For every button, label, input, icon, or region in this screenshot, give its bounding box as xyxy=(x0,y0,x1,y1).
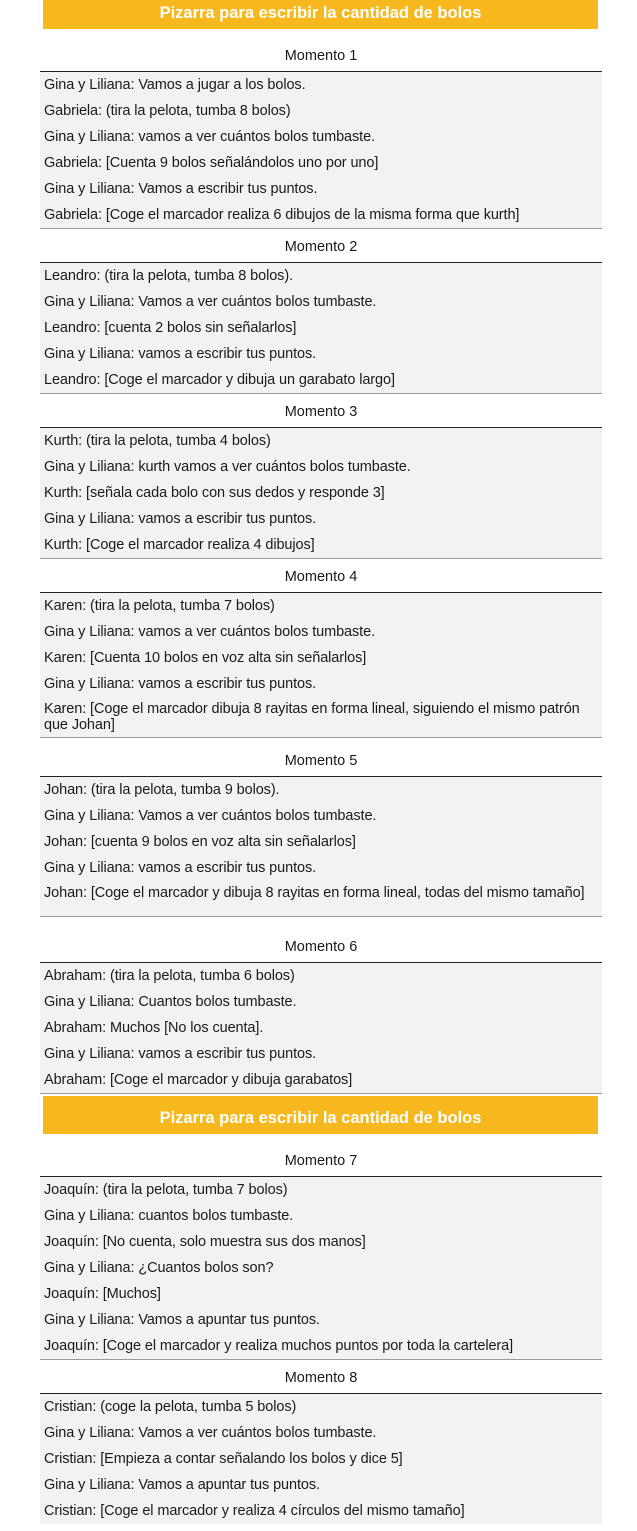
dialogue-line: Leandro: (tira la pelota, tumba 8 bolos). xyxy=(44,268,293,284)
dialogue-line: Karen: [Cuenta 10 bolos en voz alta sin señalarlos] xyxy=(44,650,367,666)
dialogue-line: Joaquín: (tira la pelota, tumba 7 bolos) xyxy=(44,1182,288,1198)
dialogue-line: Karen: [Coge el marcador dibuja 8 rayitas en forma lineal, siguiendo el mismo patrón que Johan] xyxy=(44,701,580,733)
moment-dialogue xyxy=(40,1393,602,1524)
moment-title: Momento 5 xyxy=(40,746,602,776)
dialogue-line: Gabriela: (tira la pelota, tumba 8 bolos) xyxy=(44,103,291,119)
dialogue-line: Gina y Liliana: Vamos a ver cuántos bolos tumbaste. xyxy=(44,808,377,824)
dialogue-line: Gabriela: [Coge el marcador realiza 6 dibujos de la misma forma que kurth] xyxy=(44,207,520,223)
dialogue-line: Leandro: [Coge el marcador y dibuja un garabato largo] xyxy=(44,372,395,388)
moment-section xyxy=(40,1363,602,1524)
dialogue-line: Cristian: [Coge el marcador y realiza 4 círculos del mismo tamaño] xyxy=(44,1503,465,1519)
dialogue-line: Gina y Liliana: vamos a ver cuántos bolos tumbaste. xyxy=(44,129,375,145)
moment-section xyxy=(40,397,602,559)
moment-title: Momento 3 xyxy=(40,397,602,427)
moment-section xyxy=(40,562,602,738)
moment-section xyxy=(40,1146,602,1360)
moment-dialogue xyxy=(40,262,602,394)
moment-section xyxy=(40,746,602,917)
moment-title: Momento 2 xyxy=(40,232,602,262)
dialogue-line: Gina y Liliana: kurth vamos a ver cuántos bolos tumbaste. xyxy=(44,459,411,475)
moment-dialogue xyxy=(40,962,602,1094)
dialogue-line: Kurth: (tira la pelota, tumba 4 bolos) xyxy=(44,433,271,449)
dialogue-line: Karen: (tira la pelota, tumba 7 bolos) xyxy=(44,598,275,614)
moment-title: Momento 8 xyxy=(40,1363,602,1393)
dialogue-line: Gina y Liliana: cuantos bolos tumbaste. xyxy=(44,1208,294,1224)
moment-section xyxy=(40,41,602,229)
dialogue-line: Joaquín: [Coge el marcador y realiza muchos puntos por toda la cartelera] xyxy=(44,1338,514,1354)
dialogue-line: Gina y Liliana: vamos a escribir tus puntos. xyxy=(44,860,317,876)
moment-dialogue xyxy=(40,71,602,229)
dialogue-line: Gina y Liliana: Vamos a jugar a los bolos. xyxy=(44,77,306,93)
moment-section xyxy=(40,932,602,1094)
dialogue-line: Gina y Liliana: vamos a escribir tus puntos. xyxy=(44,511,317,527)
dialogue-line: Cristian: (coge la pelota, tumba 5 bolos) xyxy=(44,1399,297,1415)
moment-dialogue xyxy=(40,776,602,917)
dialogue-line: Gina y Liliana: Cuantos bolos tumbaste. xyxy=(44,994,297,1010)
section-banner: Pizarra para escribir la cantidad de bolos xyxy=(43,0,598,29)
dialogue-line: Cristian: [Empieza a contar señalando los bolos y dice 5] xyxy=(44,1451,403,1467)
dialogue-line: Gina y Liliana: Vamos a escribir tus puntos. xyxy=(44,181,318,197)
dialogue-line: Joaquín: [No cuenta, solo muestra sus dos manos] xyxy=(44,1234,366,1250)
dialogue-line: Gina y Liliana: Vamos a ver cuántos bolos tumbaste. xyxy=(44,294,377,310)
moment-dialogue xyxy=(40,1176,602,1360)
dialogue-line: Gina y Liliana: ¿Cuantos bolos son? xyxy=(44,1260,274,1276)
dialogue-line: Gina y Liliana: vamos a ver cuántos bolos tumbaste. xyxy=(44,624,375,640)
dialogue-line: Kurth: [Coge el marcador realiza 4 dibujos] xyxy=(44,537,315,553)
dialogue-line: Abraham: [Coge el marcador y dibuja garabatos] xyxy=(44,1072,353,1088)
moment-title: Momento 7 xyxy=(40,1146,602,1176)
section-banner: Pizarra para escribir la cantidad de bolos xyxy=(43,1096,598,1134)
dialogue-line: Abraham: (tira la pelota, tumba 6 bolos) xyxy=(44,968,295,984)
dialogue-line: Gina y Liliana: vamos a escribir tus puntos. xyxy=(44,346,317,362)
dialogue-line: Gina y Liliana: Vamos a apuntar tus puntos. xyxy=(44,1312,320,1328)
dialogue-line: Johan: [cuenta 9 bolos en voz alta sin señalarlos] xyxy=(44,834,356,850)
dialogue-line: Gina y Liliana: vamos a escribir tus puntos. xyxy=(44,1046,317,1062)
dialogue-line: Johan: [Coge el marcador y dibuja 8 rayitas en forma lineal, todas del mismo tamaño] xyxy=(44,885,585,901)
moment-dialogue xyxy=(40,427,602,559)
moment-title: Momento 1 xyxy=(40,41,602,71)
dialogue-line: Johan: (tira la pelota, tumba 9 bolos). xyxy=(44,782,280,798)
moment-title: Momento 4 xyxy=(40,562,602,592)
dialogue-line: Gina y Liliana: vamos a escribir tus puntos. xyxy=(44,676,317,692)
dialogue-line: Abraham: Muchos [No los cuenta]. xyxy=(44,1020,264,1036)
dialogue-line: Gabriela: [Cuenta 9 bolos señalándolos uno por uno] xyxy=(44,155,379,171)
dialogue-line: Joaquín: [Muchos] xyxy=(44,1286,161,1302)
moment-section xyxy=(40,232,602,394)
dialogue-line: Gina y Liliana: Vamos a ver cuántos bolos tumbaste. xyxy=(44,1425,377,1441)
moment-title: Momento 6 xyxy=(40,932,602,962)
moment-dialogue xyxy=(40,592,602,738)
dialogue-line: Leandro: [cuenta 2 bolos sin señalarlos] xyxy=(44,320,297,336)
dialogue-line: Gina y Liliana: Vamos a apuntar tus puntos. xyxy=(44,1477,320,1493)
dialogue-line: Kurth: [señala cada bolo con sus dedos y responde 3] xyxy=(44,485,385,501)
